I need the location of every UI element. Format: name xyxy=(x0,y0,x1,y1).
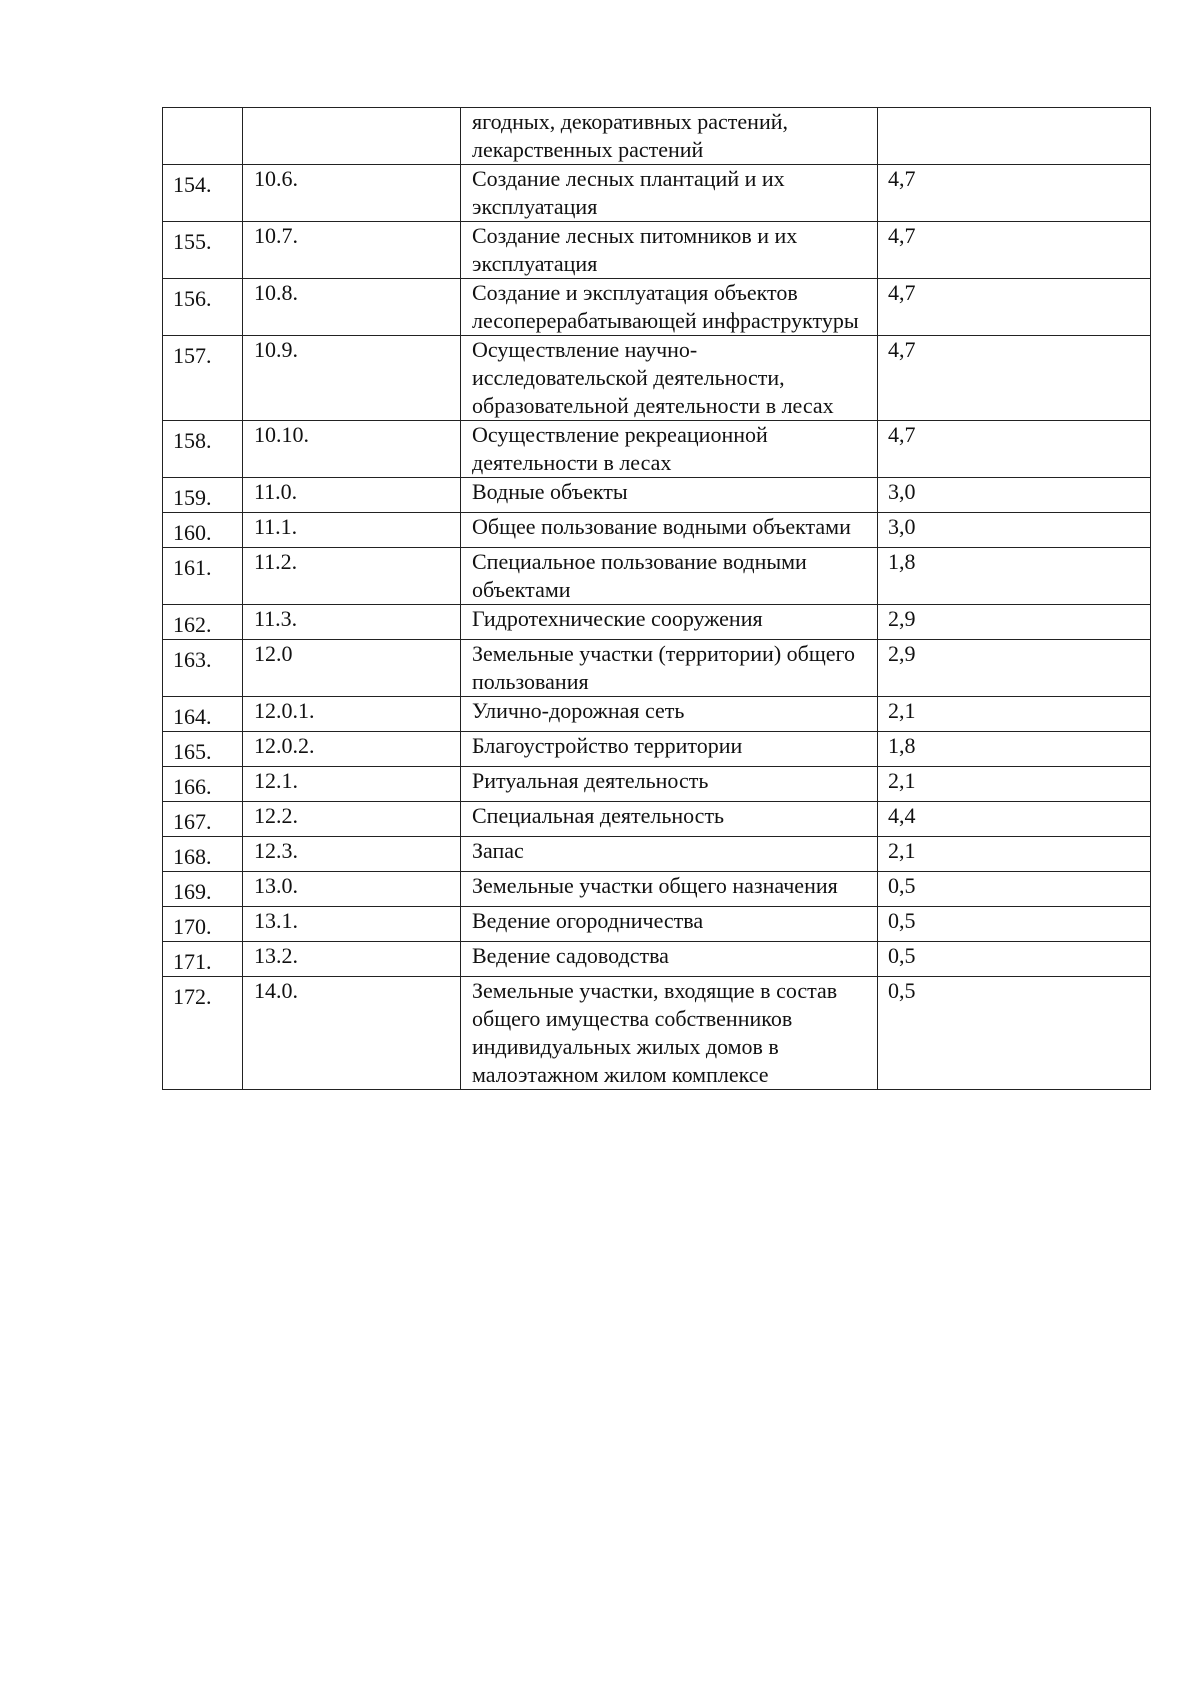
value-cell xyxy=(878,108,1151,165)
value-cell: 4,4 xyxy=(878,802,1151,837)
table-row xyxy=(163,222,1151,279)
table-row xyxy=(163,279,1151,336)
table-row xyxy=(163,802,1151,837)
row-number: 166. xyxy=(173,774,212,799)
row-number: 169. xyxy=(173,879,212,904)
row-number-cell xyxy=(163,279,243,336)
code-cell: 10.7. xyxy=(243,222,461,279)
row-number-cell xyxy=(163,513,243,548)
row-number-cell xyxy=(163,767,243,802)
value-cell: 2,1 xyxy=(878,767,1151,802)
table-row xyxy=(163,165,1151,222)
name-cell: Общее пользование водными объектами xyxy=(461,513,878,548)
row-number: 163. xyxy=(173,647,212,672)
value-cell: 4,7 xyxy=(878,165,1151,222)
row-number: 159. xyxy=(173,485,212,510)
value-cell: 4,7 xyxy=(878,421,1151,478)
value-cell: 2,9 xyxy=(878,605,1151,640)
row-number-cell xyxy=(163,872,243,907)
table-row xyxy=(163,336,1151,421)
code-cell: 10.10. xyxy=(243,421,461,478)
value-cell: 2,1 xyxy=(878,697,1151,732)
table-row xyxy=(163,907,1151,942)
value-cell: 0,5 xyxy=(878,907,1151,942)
value-cell: 3,0 xyxy=(878,478,1151,513)
name-cell: Земельные участки (территории) общего пользования xyxy=(461,640,878,697)
row-number-cell xyxy=(163,907,243,942)
name-cell: Создание лесных питомников и их эксплуатация xyxy=(461,222,878,279)
value-cell: 4,7 xyxy=(878,336,1151,421)
land-use-table xyxy=(162,107,1151,1090)
name-cell: Земельные участки общего назначения xyxy=(461,872,878,907)
name-cell: Осуществление научно-исследовательской деятельности, образовательной деятельности в лесах xyxy=(461,336,878,421)
name-cell: Создание лесных плантаций и их эксплуатация xyxy=(461,165,878,222)
row-number: 170. xyxy=(173,914,212,939)
code-cell: 11.1. xyxy=(243,513,461,548)
table-row xyxy=(163,513,1151,548)
row-number-cell xyxy=(163,802,243,837)
row-number-cell xyxy=(163,977,243,1090)
table-row xyxy=(163,942,1151,977)
table-row xyxy=(163,548,1151,605)
row-number-cell xyxy=(163,222,243,279)
row-number-cell xyxy=(163,165,243,222)
code-cell: 13.0. xyxy=(243,872,461,907)
value-cell: 1,8 xyxy=(878,732,1151,767)
row-number: 162. xyxy=(173,612,212,637)
row-number: 171. xyxy=(173,949,212,974)
code-cell: 12.0.2. xyxy=(243,732,461,767)
name-cell: ягодных, декоративных растений, лекарственных растений xyxy=(461,108,878,165)
row-number-cell xyxy=(163,548,243,605)
code-cell: 12.3. xyxy=(243,837,461,872)
name-cell: Создание и эксплуатация объектов лесоперерабатывающей инфраструктуры xyxy=(461,279,878,336)
table-row xyxy=(163,640,1151,697)
name-cell: Благоустройство территории xyxy=(461,732,878,767)
table-body xyxy=(163,108,1151,1090)
row-number: 155. xyxy=(173,229,212,254)
name-cell: Ведение огородничества xyxy=(461,907,878,942)
row-number: 158. xyxy=(173,428,212,453)
table-row xyxy=(163,421,1151,478)
value-cell: 0,5 xyxy=(878,942,1151,977)
code-cell: 13.1. xyxy=(243,907,461,942)
value-cell: 4,7 xyxy=(878,222,1151,279)
name-cell: Специальная деятельность xyxy=(461,802,878,837)
table-row xyxy=(163,478,1151,513)
code-cell: 10.6. xyxy=(243,165,461,222)
row-number-cell xyxy=(163,336,243,421)
row-number-cell xyxy=(163,421,243,478)
code-cell: 12.0.1. xyxy=(243,697,461,732)
value-cell: 4,7 xyxy=(878,279,1151,336)
row-number: 157. xyxy=(173,343,212,368)
table-row xyxy=(163,697,1151,732)
name-cell: Ритуальная деятельность xyxy=(461,767,878,802)
row-number-cell xyxy=(163,640,243,697)
code-cell xyxy=(243,108,461,165)
row-number: 168. xyxy=(173,844,212,869)
name-cell: Ведение садоводства xyxy=(461,942,878,977)
code-cell: 11.0. xyxy=(243,478,461,513)
table-row xyxy=(163,732,1151,767)
row-number-cell xyxy=(163,942,243,977)
table-row xyxy=(163,767,1151,802)
code-cell: 11.2. xyxy=(243,548,461,605)
row-number-cell xyxy=(163,108,243,165)
row-number: 160. xyxy=(173,520,212,545)
table-row xyxy=(163,837,1151,872)
row-number: 165. xyxy=(173,739,212,764)
name-cell: Запас xyxy=(461,837,878,872)
code-cell: 14.0. xyxy=(243,977,461,1090)
name-cell: Гидротехнические сооружения xyxy=(461,605,878,640)
row-number-cell xyxy=(163,837,243,872)
name-cell: Земельные участки, входящие в состав общего имущества собственников индивидуальных жилых домов в малоэтажном жилом комплексе xyxy=(461,977,878,1090)
table-row xyxy=(163,872,1151,907)
value-cell: 0,5 xyxy=(878,872,1151,907)
name-cell: Водные объекты xyxy=(461,478,878,513)
code-cell: 10.8. xyxy=(243,279,461,336)
code-cell: 11.3. xyxy=(243,605,461,640)
row-number-cell xyxy=(163,732,243,767)
value-cell: 1,8 xyxy=(878,548,1151,605)
row-number: 154. xyxy=(173,172,212,197)
code-cell: 13.2. xyxy=(243,942,461,977)
code-cell: 10.9. xyxy=(243,336,461,421)
value-cell: 0,5 xyxy=(878,977,1151,1090)
row-number: 156. xyxy=(173,286,212,311)
name-cell: Улично-дорожная сеть xyxy=(461,697,878,732)
code-cell: 12.2. xyxy=(243,802,461,837)
row-number: 172. xyxy=(173,984,212,1009)
value-cell: 2,9 xyxy=(878,640,1151,697)
code-cell: 12.0 xyxy=(243,640,461,697)
code-cell: 12.1. xyxy=(243,767,461,802)
name-cell: Специальное пользование водными объектами xyxy=(461,548,878,605)
table-row xyxy=(163,108,1151,165)
row-number: 161. xyxy=(173,555,212,580)
row-number: 164. xyxy=(173,704,212,729)
table-row xyxy=(163,977,1151,1090)
row-number-cell xyxy=(163,697,243,732)
table-row xyxy=(163,605,1151,640)
value-cell: 3,0 xyxy=(878,513,1151,548)
name-cell: Осуществление рекреационной деятельности в лесах xyxy=(461,421,878,478)
value-cell: 2,1 xyxy=(878,837,1151,872)
row-number-cell xyxy=(163,605,243,640)
row-number: 167. xyxy=(173,809,212,834)
row-number-cell xyxy=(163,478,243,513)
